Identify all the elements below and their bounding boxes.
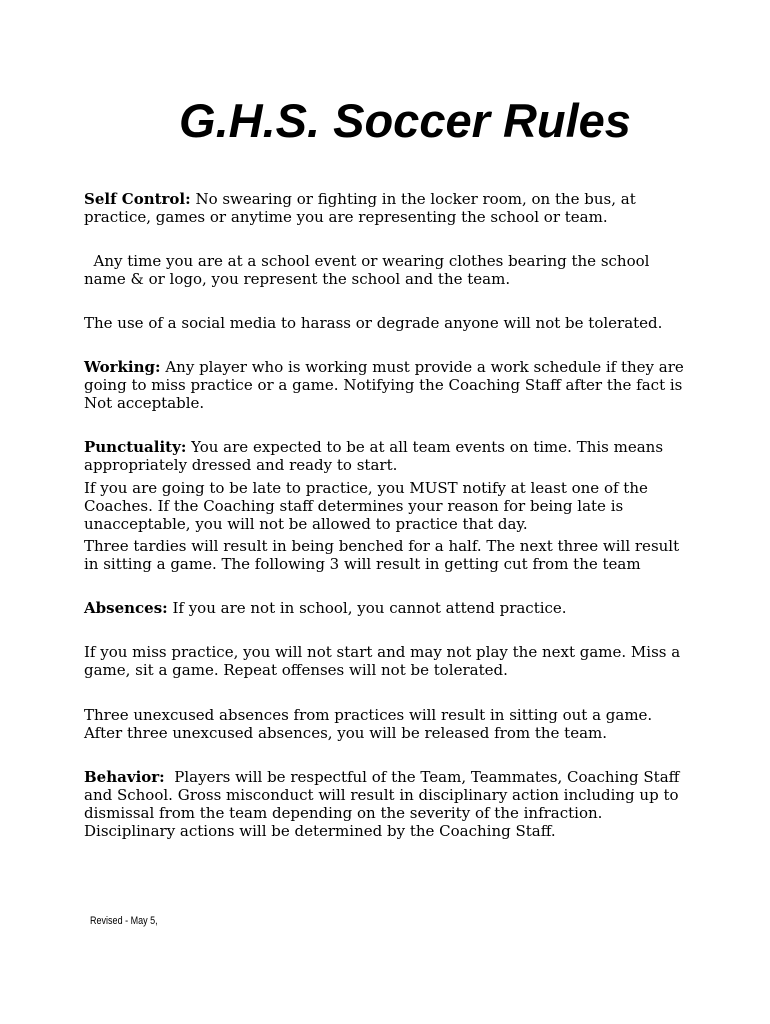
rule-missed-practice	[84, 643, 694, 679]
rule-self-control	[84, 190, 694, 226]
rule-text: If you are not in school, you cannot attend practice.	[167, 599, 567, 617]
rule-text: Any time you are at a school event or wearing clothes bearing the school name & or logo, you represent the school and the team.	[84, 252, 655, 288]
rule-text: Any player who is working must provide a work schedule if they are going to miss practice or a game. Notifying the Coaching Staff after the fact is Not acceptable.	[84, 358, 684, 412]
rule-text: If you miss practice, you will not start and may not play the next game. Miss a game, sit a game. Repeat offenses will not be tolerated.	[84, 643, 681, 679]
rule-punctuality	[84, 438, 694, 474]
rule-representation	[84, 252, 694, 288]
rule-heading: Behavior:	[84, 768, 165, 786]
rule-text: No swearing or fighting in the locker room, on the bus, at practice, games or anytime you are representing the school or team.	[84, 190, 636, 226]
rule-text: You are expected to be at all team events on time. This means appropriately dressed and ready to start.	[84, 438, 664, 474]
rule-working	[84, 358, 694, 412]
rule-text: The use of a social media to harass or degrade anyone will not be tolerated.	[84, 314, 663, 332]
rule-heading: Working:	[84, 358, 161, 376]
rule-text: If you are going to be late to practice, you MUST notify at least one of the Coaches. If the Coaching staff determines your reason for being late is unacceptable, you will not be allowed to practice that day.	[84, 479, 648, 533]
rule-late-practice	[84, 479, 694, 533]
revision-footer: Revised - May 5,	[90, 915, 158, 927]
rule-text: Three unexcused absences from practices will result in sitting out a game. After three unexcused absences, you will be released from the team.	[84, 706, 653, 742]
rule-unexcused-absences	[84, 706, 694, 742]
rule-heading: Absences:	[84, 599, 168, 617]
rule-heading: Punctuality:	[84, 438, 187, 456]
page-title: G.H.S. Soccer Rules	[179, 94, 631, 147]
rule-text: Three tardies will result in being benched for a half. The next three will result in sitting a game. The following 3 will result in getting cut from the team	[84, 537, 680, 573]
rule-behavior	[84, 768, 694, 840]
rule-absences	[84, 599, 694, 617]
rule-text: Players will be respectful of the Team, Teammates, Coaching Staff and School. Gross misconduct will result in disciplinary action including up to dismissal from the team depending on the severity of the infraction. Disciplinary actions will be determined by the Coaching Staff.	[84, 768, 685, 840]
rule-heading: Self Control:	[84, 190, 191, 208]
rule-social-media	[84, 314, 694, 332]
rule-tardies	[84, 537, 694, 573]
